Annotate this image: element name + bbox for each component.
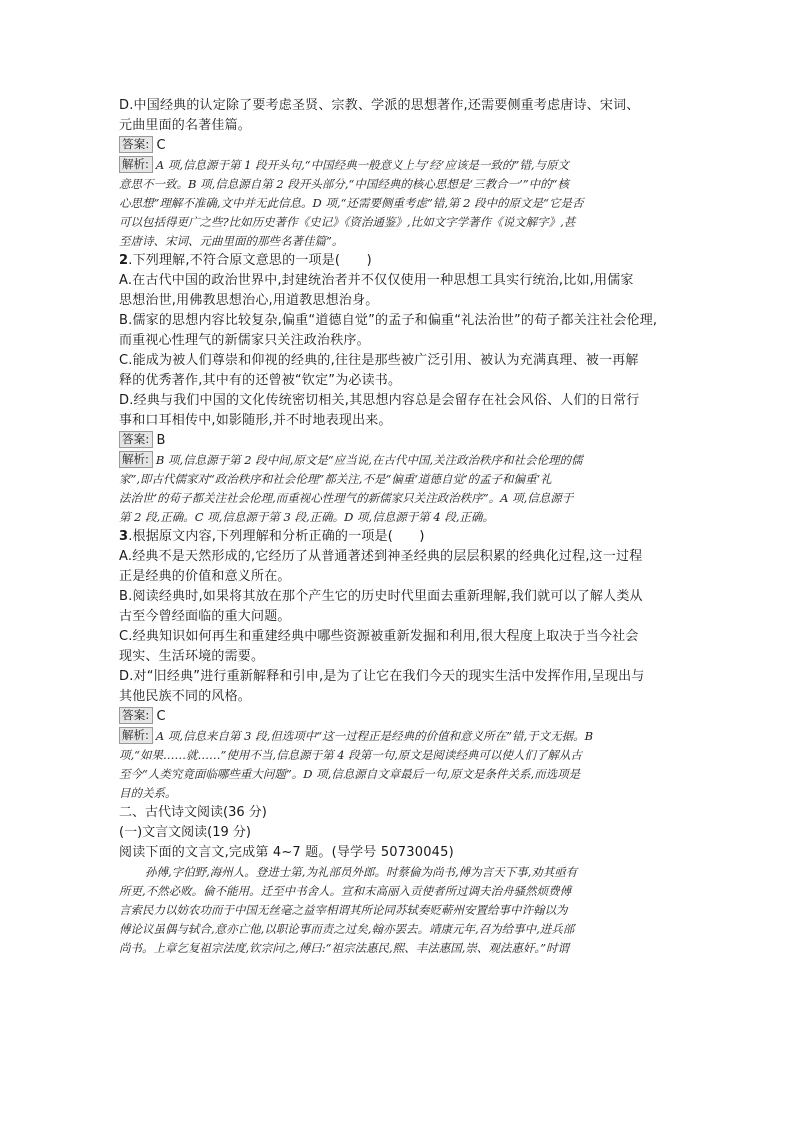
q1-analysis-line-1: 解析: A 项,信息源于第 1 段开头句,“中国经典一般意义上与‘经’应该是一致的”错,与原文 <box>119 156 689 175</box>
answer-tag: 答案: <box>119 431 153 448</box>
analysis-tag: 解析: <box>119 451 153 468</box>
answer-value: C <box>156 138 166 153</box>
q3-option-line: D.对“旧经典”进行重新解释和引申,是为了让它在我们今天的现实生活中发挥作用,呈现出与 <box>119 669 645 684</box>
question-number: 2 <box>119 253 129 268</box>
q2-answer <box>119 431 689 451</box>
q1-analysis-line: 心思想”理解不准确,文中并无此信息。D 项,“还需要侧重考虑”错,第 2 段中的原文是“它是否 <box>119 196 584 210</box>
answer-value: C <box>156 709 166 724</box>
q2-option-line: D.经典与我们中国的文化传统密切相关,其思想内容总是会留存在社会风俗、人们的日常行 <box>119 393 640 408</box>
q1-analysis-line: 至唐诗、宋词、元曲里面的那些名著佳篇”。 <box>119 234 344 248</box>
q2-option-line: B.儒家的思想内容比较复杂,偏重“道德自觉”的孟子和偏重“礼法治世”的荀子都关注社会伦理, <box>119 313 658 328</box>
q3-option-line: A.经典不是天然形成的,它经历了从普通著述到神圣经典的层层积累的经典化过程,这一过程 <box>119 549 643 564</box>
answer-value: B <box>156 433 166 448</box>
q2-option-line: 思想治世,用佛教思想治心,用道教思想治身。 <box>119 293 379 308</box>
q3-analysis-line: 目的关系。 <box>119 786 177 800</box>
q3-option-line: B.阅读经典时,如果将其放在那个产生它的历史时代里面去重新理解,我们就可以了解人类从 <box>119 589 643 604</box>
question-number: 3 <box>119 529 129 544</box>
reading-instruction: 阅读下面的文言文,完成第 4~7 题。(导学号 50730045) <box>119 845 454 860</box>
passage-line: 傅论议虽偶与轼合,意亦亡他,以职论事而责之过矣,翰亦罢去。靖康元年,召为给事中,进兵部 <box>119 922 575 936</box>
passage-line: 尚书。上章乞复祖宗法度,钦宗问之,傅曰:“祖宗法惠民,熙、丰法惠国,崇、观法惠奸。”时谓 <box>119 941 570 955</box>
q1-option-d-line-1: D.中国经典的认定除了要考虑圣贤、宗教、学派的思想著作,还需要侧重考虑唐诗、宋词、 <box>119 98 640 113</box>
q3-option-line: C.经典知识如何再生和重建经典中哪些资源被重新发掘和利用,很大程度上取决于当今社会 <box>119 629 639 644</box>
passage-line: 言索民力以妨农功而于中国无丝毫之益宰相谓其所论同苏轼奏贬蕲州安置给事中许翰以为 <box>119 903 568 917</box>
document-page <box>119 96 689 958</box>
q3-option-line: 现实、生活环境的需要。 <box>119 649 265 664</box>
q2-option-line: 释的优秀著作,其中有的还曾被“钦定”为必读书。 <box>119 373 402 388</box>
q2-stem: 2.下列理解,不符合原文意思的一项是( ) <box>119 253 372 268</box>
q2-option-line: 事和口耳相传中,如影随形,并不时地表现出来。 <box>119 413 392 428</box>
q3-analysis-line: 项,“如果……就……”使用不当,信息源于第 4 段第一句,原文是阅读经典可以使人们了解从古 <box>119 748 582 762</box>
q3-analysis-line: 至今“人类究竟面临哪些重大问题”。D 项,信息源自文章最后一句,原文是条件关系,而选项是 <box>119 767 581 781</box>
q1-analysis-line: 可以包括得更广之些?比如历史著作《史记》《资治通鉴》,比如文字学著作《说文解字》,甚 <box>119 215 576 229</box>
answer-tag: 答案: <box>119 707 153 724</box>
subsection-title: (一)文言文阅读(19 分) <box>119 825 251 840</box>
q3-answer <box>119 707 689 727</box>
section-title: 二、古代诗文阅读(36 分) <box>119 805 267 820</box>
passage-line: 孙傅,字伯野,海州人。登进士第,为礼部员外郎。时蔡倫为尚书,傅为言天下事,劝其亟有 <box>145 865 578 879</box>
q3-option-line: 其他民族不同的风格。 <box>119 689 252 704</box>
q3-option-line: 古至今曾经面临的重大问题。 <box>119 609 291 624</box>
analysis-tag: 解析: <box>119 156 153 173</box>
q1-analysis-line: 意思不一致。B 项,信息源自第 2 段开头部分,“中国经典的核心思想是‘三教合一’”中的“核 <box>119 177 569 191</box>
q3-option-line: 正是经典的价值和意义所在。 <box>119 569 291 584</box>
q2-option-line: C.能成为被人们尊崇和仰视的经典的,往往是那些被广泛引用、被认为充满真理、被一再解 <box>119 353 639 368</box>
q2-analysis-line: 法治世’的荀子都关注社会伦理,而重视心性理气的新儒家只关注政治秩序”。A 项,信息源于 <box>119 491 574 505</box>
passage-line: 所更,不然必败。倫不能用。迁至中书舍人。宣和末高丽入贡使者所过调夫治舟骚然烦费傅 <box>119 884 572 898</box>
q2-option-line: 而重视心性理气的新儒家只关注政治秩序。 <box>119 333 370 348</box>
analysis-tag: 解析: <box>119 727 153 744</box>
q2-analysis-line-1: 解析: B 项,信息源于第 2 段中间,原文是“应当说,在古代中国,关注政治秩序和社会伦理的儒 <box>119 451 689 470</box>
q2-option-line: A.在古代中国的政治世界中,封建统治者并不仅仅使用一种思想工具实行统治,比如,用儒家 <box>119 273 634 288</box>
q3-analysis-line-1: 解析: A 项,信息来自第 3 段,但选项中“这一过程正是经典的价值和意义所在”错,于文无据。B <box>119 727 689 746</box>
q1-answer <box>119 136 689 156</box>
q2-analysis-line: 家”,即古代儒家对“政治秩序和社会伦理”都关注,不是“偏重‘道德自觉’的孟子和偏重‘礼 <box>119 472 552 486</box>
q2-analysis-line: 第 2 段,正确。C 项,信息源于第 3 段,正确。D 项,信息源于第 4 段,正确。 <box>119 510 494 524</box>
q3-stem: 3.根据原文内容,下列理解和分析正确的一项是( ) <box>119 529 425 544</box>
q1-option-d-line-2: 元曲里面的名著佳篇。 <box>119 118 252 133</box>
answer-tag: 答案: <box>119 136 153 153</box>
